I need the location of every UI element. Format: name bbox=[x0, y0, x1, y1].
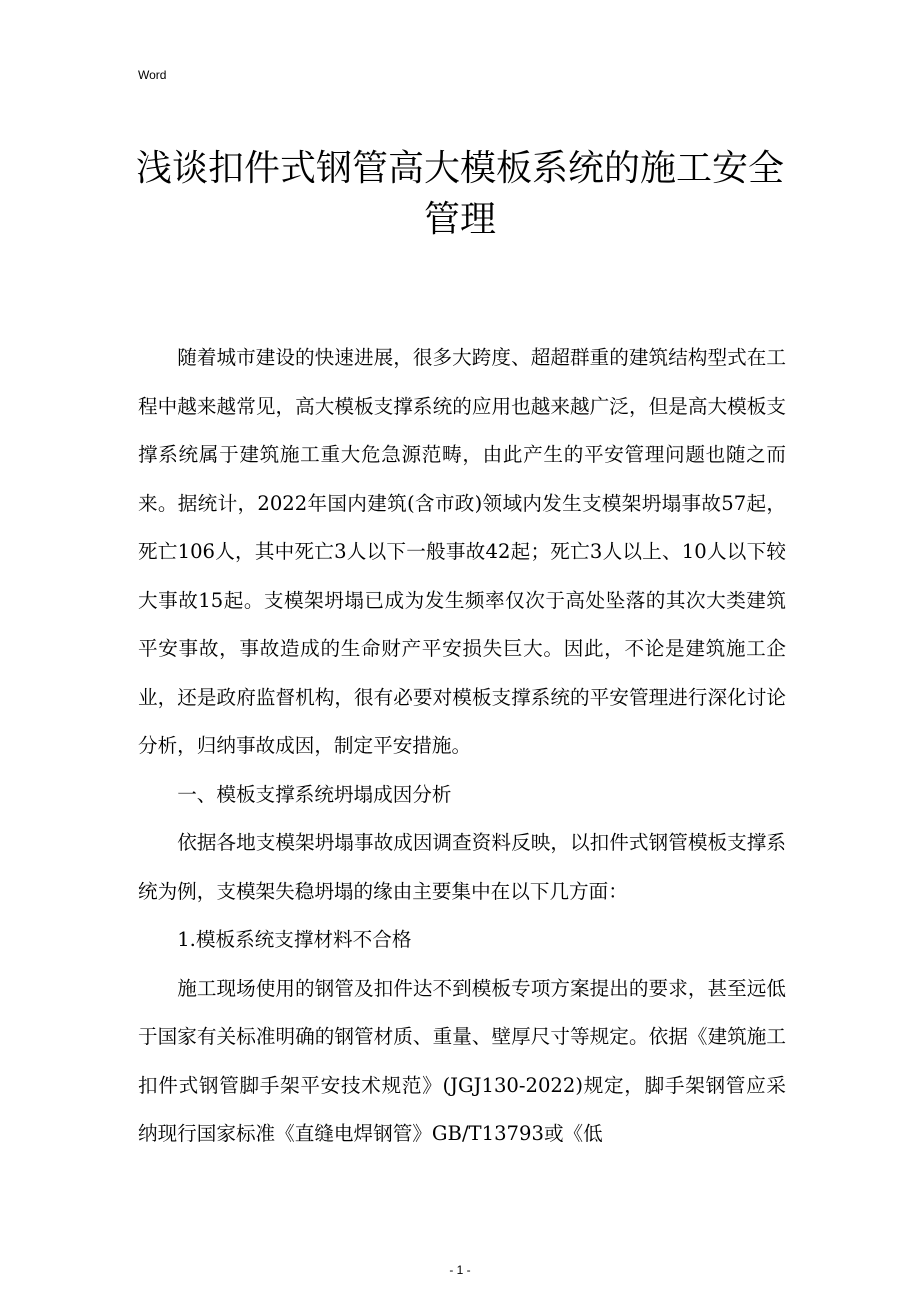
document-title-line-1: 浅谈扣件式钢管高大模板系统的施工安全 bbox=[135, 148, 784, 189]
document-body bbox=[138, 334, 786, 1159]
subsection-heading-1: 1.模板系统支撑材料不合格 bbox=[177, 928, 412, 951]
header-label: Word bbox=[138, 68, 167, 82]
paragraph-materials: 施工现场使用的钢管及扣件达不到模板专项方案提出的要求，甚至远低于国家有关标准明确的钢管材质、重量、壁厚尺寸等规定。依据《建筑施工扣件式钢管脚手架平安技术规范》(JGJ130-2022)规定，脚手架钢管应采纳现行国家标准《直缝电焊钢管》GB/T13793或《低 bbox=[138, 976, 786, 1145]
document-title bbox=[0, 143, 920, 245]
paragraph-intro: 随着城市建设的快速进展，很多大跨度、超超群重的建筑结构型式在工程中越来越常见，高大模板支撑系统的应用也越来越广泛，但是高大模板支撑系统属于建筑施工重大危急源范畴，由此产生的平安管理问题也随之而来。据统计，2022年国内建筑(含市政)领域内发生支模架坍塌事故57起，死亡106人，其中死亡3人以下一般事故42起；死亡3人以上、10人以下较大事故15起。支模架坍塌已成为发生频率仅次于高处坠落的其次大类建筑平安事故，事故造成的生命财产平安损失巨大。因此，不论是建筑施工企业，还是政府监督机构，很有必要对模板支撑系统的平安管理进行深化讨论分析，归纳事故成因，制定平安措施。 bbox=[138, 346, 786, 757]
page-number: - 1 - bbox=[449, 1263, 471, 1277]
section-heading-1: 一、模板支撑系统坍塌成因分析 bbox=[177, 782, 452, 806]
paragraph-causes: 依据各地支模架坍塌事故成因调查资料反映，以扣件式钢管模板支撑系统为例，支模架失稳坍塌的缘由主要集中在以下几方面： bbox=[138, 831, 786, 903]
document-title-line-2: 管理 bbox=[423, 199, 496, 240]
